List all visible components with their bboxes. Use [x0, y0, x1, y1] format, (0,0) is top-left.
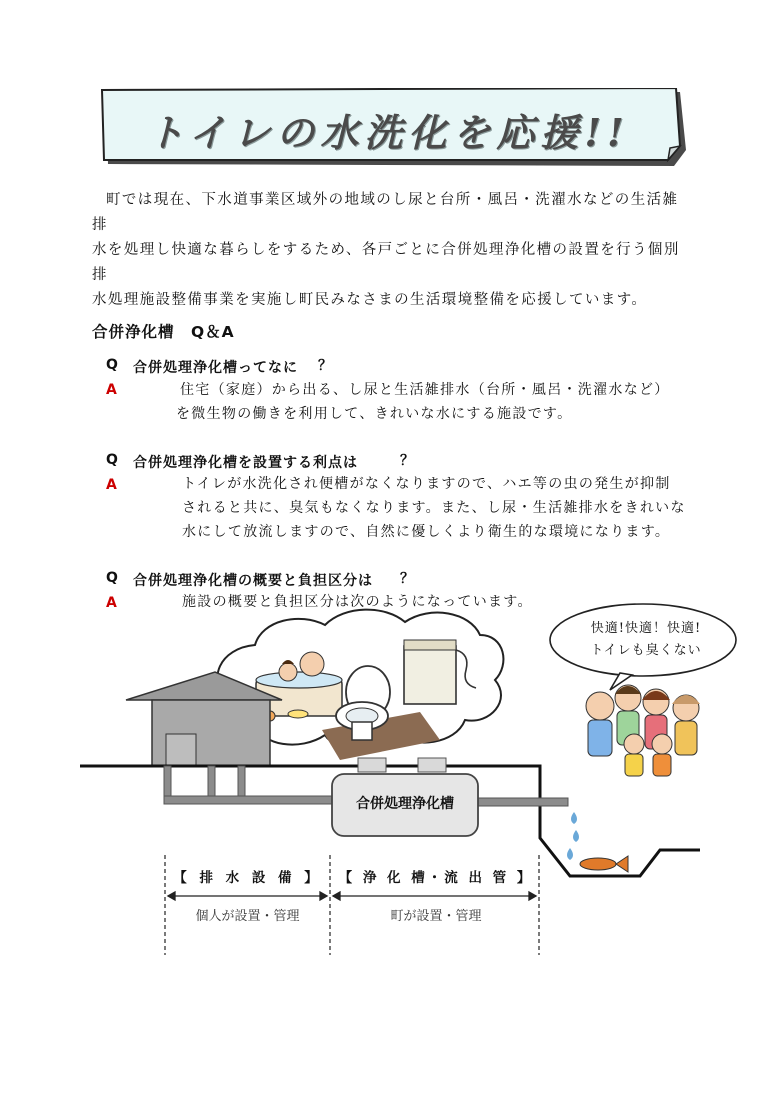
question-mark: Q [106, 570, 118, 586]
question-mark: Q [106, 357, 118, 373]
fish-illustration [580, 856, 628, 872]
answer-2-line: 水にして放流しますので、自然に優しくより衛生的な環境になります。 [182, 524, 671, 540]
speech-text [556, 618, 736, 662]
answer-1-line: 住宅（家庭）から出る、し尿と生活雑排水（台所・風呂・洗濯水など） [180, 382, 670, 398]
speech-line: 快適!快適！快適! [590, 621, 702, 636]
speech-line: トイレも臭くない [590, 643, 702, 658]
section-owner-drainage: 個人が設置・管理 [195, 909, 300, 924]
question-mark: Q [106, 452, 118, 468]
septic-tank-label: 合併処理浄化槽 [356, 796, 454, 812]
intro-line: 町では現在、下水道事業区域外の地域のし尿と台所・風呂・洗濯水などの生活雑排 [92, 192, 679, 233]
question-2-end: ？ [400, 453, 414, 469]
question-1-end: ？ [318, 358, 332, 374]
answer-3-line: 施設の概要と負担区分は次のようになっています。 [182, 594, 533, 610]
answer-2-line: されると共に、臭気もなくなります。また、し尿・生活雑排水をきれいな [182, 500, 686, 516]
section-arrows [168, 892, 536, 900]
intro-paragraph [92, 188, 682, 313]
family-illustration [586, 685, 700, 776]
answer-mark: A [106, 595, 117, 611]
answer-mark: A [106, 382, 117, 398]
qa-section-title: 合併浄化槽 Q＆A [92, 323, 235, 341]
section-label-tank: 【 浄 化 槽・流 出 管 】 [338, 870, 534, 886]
answer-1-line: を微生物の働きを利用して、きれいな水にする施設です。 [176, 406, 573, 422]
question-3-end: ？ [400, 571, 414, 587]
question-2: 合併処理浄化槽を設置する利点は [133, 455, 358, 471]
water-drops [567, 812, 579, 860]
answer-mark: A [106, 477, 117, 493]
section-owner-tank: 町が設置・管理 [390, 909, 482, 924]
intro-line: 水を処理し快適な暮らしをするため、各戸ごとに合併処理浄化槽の設置を行う個別排 [92, 242, 680, 283]
section-label-drainage: 【 排 水 設 備 】 [173, 870, 322, 886]
intro-line: 水処理施設整備事業を実施し町民みなさまの生活環境整備を応援しています。 [92, 292, 648, 308]
question-1: 合併処理浄化槽ってなに [133, 360, 298, 376]
question-3: 合併処理浄化槽の概要と負担区分は [133, 573, 373, 589]
page-title: トイレの水洗化を応援!! [146, 109, 630, 155]
answer-2-line: トイレが水洗化され便槽がなくなりますので、ハエ等の虫の発生が抑制 [182, 476, 671, 492]
